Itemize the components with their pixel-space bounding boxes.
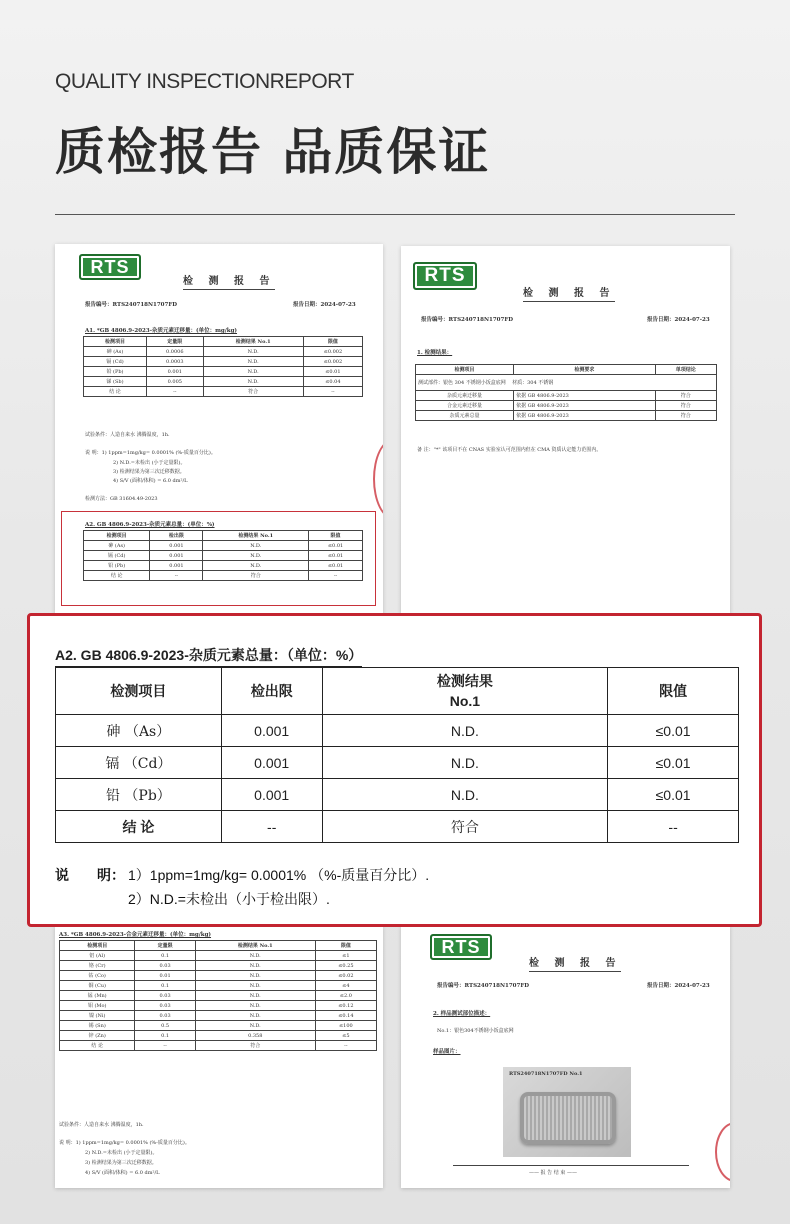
header-chinese-title: 质检报告 品质保证 xyxy=(55,123,491,181)
table-row: 铅 (Pb) 0.001 N.D. ≤0.01 xyxy=(84,367,363,377)
test-method: 检测方法：GB 31604.49-2023 xyxy=(85,496,158,502)
note-line: 3) 检测结果为第三次迁移数据。 xyxy=(113,469,185,475)
table-row: 结 论 -- 符合 -- xyxy=(84,387,363,397)
header-cell: 检测项目 xyxy=(84,531,150,541)
zoomed-a2-table xyxy=(55,667,739,843)
rts-logo: RTS xyxy=(79,254,141,280)
table-row xyxy=(56,747,739,779)
note-line-1: 1）1ppm=1mg/kg= 0.0001% （%-质量百分比）. xyxy=(128,867,430,883)
limit-cell: ≤0.01 xyxy=(608,715,739,747)
note-line: 3) 检测结果为第三次迁移数据。 xyxy=(85,1160,157,1166)
header-cell: 限值 xyxy=(303,337,362,347)
header-cell: 限值 xyxy=(309,531,363,541)
test-condition: 试验条件：人造自来水 沸腾温度，1h. xyxy=(85,432,170,438)
tray-image xyxy=(520,1092,616,1144)
detection-limit-cell: -- xyxy=(221,811,322,843)
sample-material: 材质：304 不锈钢 xyxy=(512,380,554,386)
table-row: 铬 (Cr) 0.03 N.D. ≤0.25 xyxy=(60,961,377,971)
note-label: 说 明： xyxy=(55,867,125,883)
detection-limit-cell: 0.001 xyxy=(221,715,322,747)
a1-table xyxy=(83,336,363,397)
detection-limit-cell: 0.001 xyxy=(221,747,322,779)
header-detection-limit: 检出限 xyxy=(221,668,322,715)
report-number: 报告编号：RTS240718N1707FD xyxy=(437,983,530,989)
highlight-box xyxy=(61,511,376,606)
zoomed-table-panel xyxy=(27,613,762,927)
conclusion-result: 符合 xyxy=(322,811,608,843)
table-row: 砷 (As) 0.0006 N.D. ≤0.002 xyxy=(84,347,363,357)
header-item: 检测项目 xyxy=(56,668,222,715)
header-limit: 限值 xyxy=(608,668,739,715)
header-cell: 检测项目 xyxy=(60,941,135,951)
table-row: 结 论 -- 符合 -- xyxy=(60,1041,377,1051)
note-line-2: 2）N.D.=未检出（小于检出限）. xyxy=(128,891,330,907)
limit-cell: ≤0.01 xyxy=(608,779,739,811)
a2-title-small: A2. GB 4806.9-2023-杂质元素总量：(单位：%) xyxy=(85,522,215,528)
detection-limit-cell: 0.001 xyxy=(221,779,322,811)
report-date: 报告日期：2024-07-23 xyxy=(647,983,710,989)
header-cell: 检测项目 xyxy=(84,337,147,347)
table-row: 砷 (As) 0.001 N.D. ≤0.01 xyxy=(84,541,363,551)
table-row: 锡 (Sn) 0.5 N.D. ≤100 xyxy=(60,1021,377,1031)
sample-description: No.1：银色304不锈钢小饭盒底网 xyxy=(437,1028,514,1034)
note-line: 2) N.D.=未检出 (小于定量限)。 xyxy=(85,1150,158,1156)
table-row xyxy=(56,811,739,843)
table-row: 锌 (Zn) 0.1 0.358 ≤5 xyxy=(60,1031,377,1041)
header-cell: 检测结果 No.1 xyxy=(203,337,303,347)
header-cell: 检测项目 xyxy=(416,365,514,375)
sheet-title: 检 测 报 告 xyxy=(529,954,621,972)
report-date: 报告日期：2024-07-23 xyxy=(293,302,356,308)
photo-label: 样品图片： xyxy=(433,1049,461,1055)
table-row: 杂质元素迁移量 依据 GB 4806.9-2023 符合 xyxy=(416,391,717,401)
table-row: 镍 (Ni) 0.03 N.D. ≤0.14 xyxy=(60,1011,377,1021)
header-cell: 限值 xyxy=(315,941,376,951)
header-cell: 检测结果 No.1 xyxy=(203,531,309,541)
note-line: 说 明：1) 1ppm=1mg/kg= 0.0001% (%-质量百分比)。 xyxy=(85,450,216,456)
item-cell: 铅 （Pb） xyxy=(56,779,222,811)
rts-logo: RTS xyxy=(430,934,492,960)
table-row: 锰 (Mn) 0.03 N.D. ≤2.0 xyxy=(60,991,377,1001)
header-result: 检测结果 No.1 xyxy=(322,668,608,715)
test-condition: 试验条件：人造自来水 沸腾温度，1h. xyxy=(59,1122,144,1128)
table-row: 铅 (Pb) 0.001 N.D. ≤0.01 xyxy=(84,561,363,571)
result-cell: N.D. xyxy=(322,715,608,747)
header-cell: 检出限 xyxy=(150,531,203,541)
header-cell: 定量限 xyxy=(135,941,195,951)
header-cell: 检测结果 No.1 xyxy=(195,941,315,951)
table-row: 铝 (Al) 0.1 N.D. ≤1 xyxy=(60,951,377,961)
note-line: 4) S/V (面积/体积) = 6.0 dm²/L xyxy=(113,478,188,484)
table-row: 结 论 -- 符合 -- xyxy=(84,571,363,581)
seal-stamp xyxy=(715,1122,730,1182)
table-row xyxy=(416,375,717,391)
item-cell: 砷 （As） xyxy=(56,715,222,747)
report-number: 报告编号：RTS240718N1707FD xyxy=(421,317,514,323)
header-english-title: QUALITY INSPECTIONREPORT xyxy=(55,70,354,93)
note-line: 说 明：1) 1ppm=1mg/kg= 0.0001% (%-质量百分比)。 xyxy=(59,1140,190,1146)
result-summary-table xyxy=(415,364,717,421)
table-row: 杂质元素总量 依据 GB 4806.9-2023 符合 xyxy=(416,411,717,421)
item-cell: 镉 （Cd） xyxy=(56,747,222,779)
table-row: 锑 (Sb) 0.005 N.D. ≤0.04 xyxy=(84,377,363,387)
sheet-title: 检 测 报 告 xyxy=(523,284,615,302)
seal-stamp xyxy=(373,439,383,519)
report-end: —— 报 告 结 束 —— xyxy=(529,1170,577,1176)
table-row: 镉 (Cd) 0.0003 N.D. ≤0.002 xyxy=(84,357,363,367)
a3-title: A3. *GB 4806.9-2023-合金元素迁移量：(单位：mg/kg) xyxy=(59,932,212,938)
header-divider xyxy=(55,214,735,215)
header-cell: 检测要求 xyxy=(514,365,656,375)
sheet-title: 检 测 报 告 xyxy=(183,272,275,290)
panel-title: A2. GB 4806.9-2023-杂质元素总量：（单位：%） xyxy=(55,645,362,667)
photo-caption: RTS240718N1707FD No.1 xyxy=(509,1071,583,1077)
report-number: 报告编号：RTS240718N1707FD xyxy=(85,302,178,308)
header-cell: 单项结论 xyxy=(655,365,716,375)
table-row: 钼 (Mo) 0.03 N.D. ≤0.12 xyxy=(60,1001,377,1011)
table-row: 镉 (Cd) 0.001 N.D. ≤0.01 xyxy=(84,551,363,561)
result-cell: N.D. xyxy=(322,779,608,811)
report-page-2 xyxy=(401,246,730,614)
limit-cell: -- xyxy=(608,811,739,843)
table-row xyxy=(56,779,739,811)
sample-part: 测试部件：银色 304 不锈钢小饭盒底网 xyxy=(418,380,506,386)
note-line: 2) N.D.=未检出 (小于定量限)。 xyxy=(113,460,186,466)
table-row: 铜 (Cu) 0.1 N.D. ≤4 xyxy=(60,981,377,991)
note-line: 4) S/V (面积/体积) = 6.0 dm²/L xyxy=(85,1170,160,1176)
rts-logo: RTS xyxy=(413,262,477,290)
conclusion-label: 结 论 xyxy=(56,811,222,843)
table-row: 合金元素迁移量 依据 GB 4806.9-2023 符合 xyxy=(416,401,717,411)
sample-photo xyxy=(503,1067,631,1157)
report-page-3 xyxy=(55,926,383,1188)
footer-rule xyxy=(453,1165,689,1166)
remark: 备 注："*" 该项目不在 CNAS 实验室认可范围内但在 CMA 资质认定能力范围内。 xyxy=(417,447,602,453)
report-date: 报告日期：2024-07-23 xyxy=(647,317,710,323)
a1-title: A1. *GB 4806.9-2023-杂质元素迁移量：(单位：mg/kg) xyxy=(85,328,238,334)
table-row xyxy=(56,715,739,747)
table-row: 钴 (Co) 0.01 N.D. ≤0.02 xyxy=(60,971,377,981)
section-title: 2. 样品测试部位描述： xyxy=(433,1011,491,1017)
report-page-4 xyxy=(401,926,730,1188)
section-title: 1. 检测结果： xyxy=(417,350,453,356)
result-cell: N.D. xyxy=(322,747,608,779)
a3-table xyxy=(59,940,377,1051)
limit-cell: ≤0.01 xyxy=(608,747,739,779)
header-cell: 定量限 xyxy=(146,337,203,347)
